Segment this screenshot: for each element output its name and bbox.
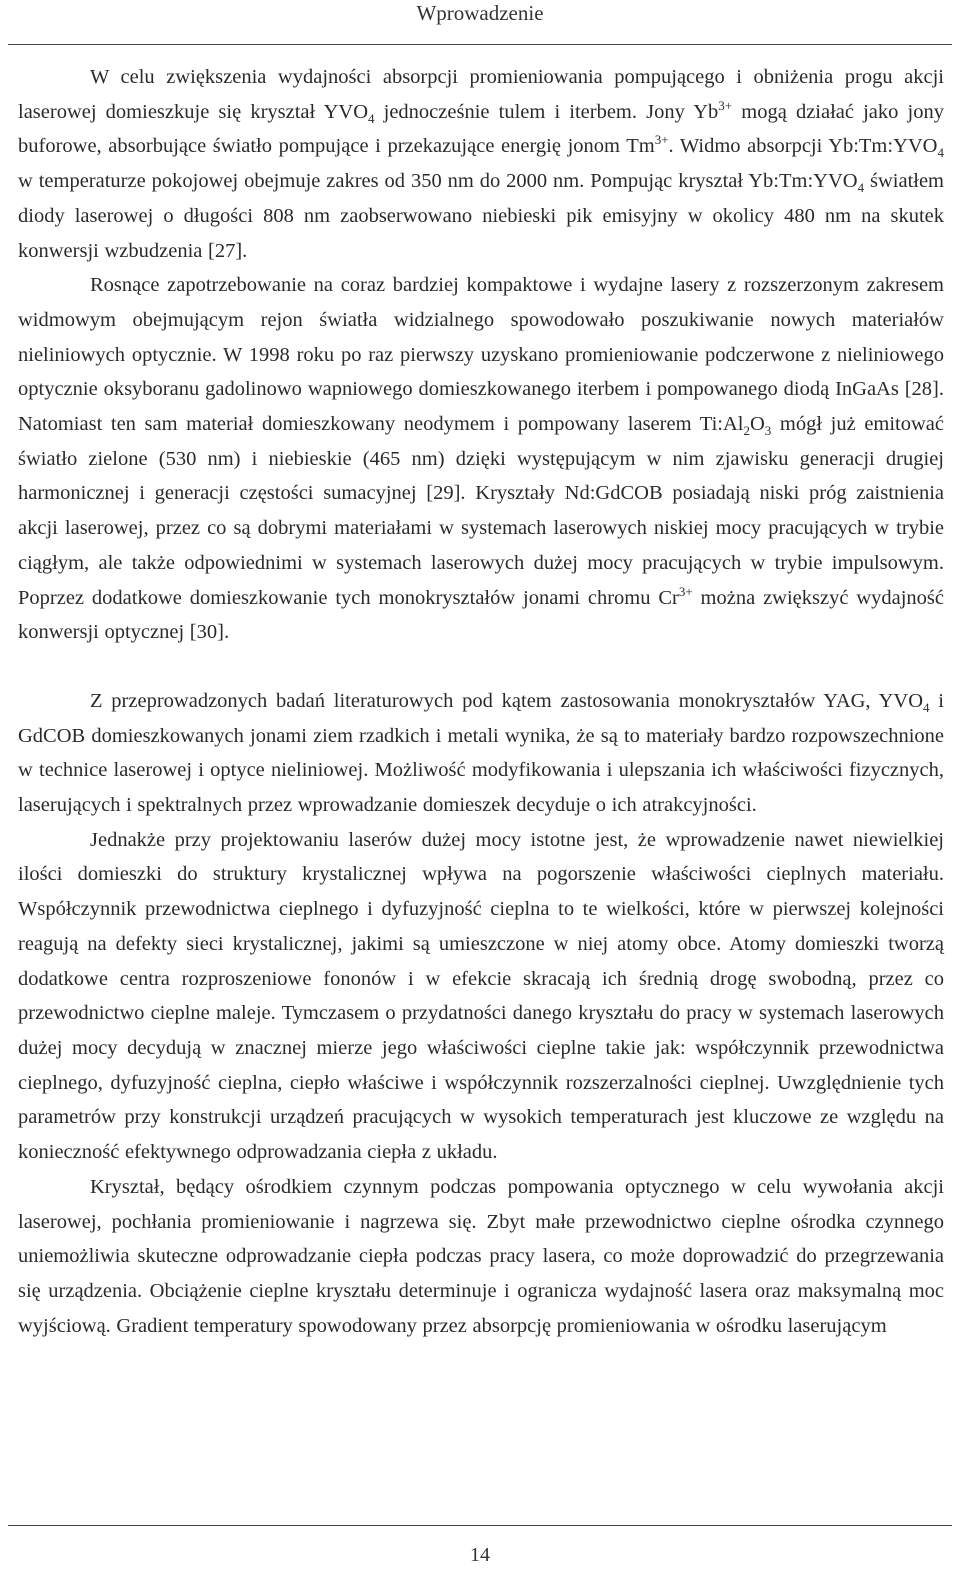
paragraph-2: Rosnące zapotrzebowanie na coraz bardziej kompaktowe i wydajne lasery z rozszerzonym zakresem widmowym obejmującym rejon światła widzialnego spowodowało poszukiwanie nowych materiałów nieliniowych optycznie. W 1998 roku po raz pierwszy uzyskano promieniowanie podczerwone z nieliniowego optycznie oksyboranu gadolinowo wapniowego domieszkowanego iterbem i pompowanego diodą InGaAs [28]. Natomiast ten sam materiał domieszkowany neodymem i pompowany laserem $Ti:Al_2O_3$ mógł już emitować światło zielone (530 nm) i niebieskie (465 nm) dzięki występującym w nim zjawisku generacji drugiej harmonicznej i generacji częstości sumacyjnej [29]. Kryształy Nd:GdCOB posiadają niski próg zaistnienia akcji laserowej, przez co są dobrymi materiałami w systemach laserowych niskiej mocy pracujących w trybie ciągłym, ale także odpowiednimi w systemach laserowych dużej mocy pracujących w trybie impulsowym. Poprzez dodatkowe domieszkowanie tych monokryształów jonami chromu $Cr^{3+}$ można zwiększyć wydajność konwersji optycznej [30]. (18, 274, 945, 644)
paragraph-3: Z przeprowadzonych badań literaturowych pod kątem zastosowania monokryształów YAG, $YVO_4$ i GdCOB domieszkowanych jonami ziem rzadkich i metali wynika, że są to materiały bardzo rozpowszechnione w technice laserowej i optyce nieliniowej. Możliwość modyfikowania i ulepszania ich właściwości fizycznych, laserujących i spektralnych przez wprowadzanie domieszek decyduje o ich atrakcyjności. (18, 689, 944, 817)
footer-divider (8, 1525, 952, 1526)
page-header (0, 0, 960, 48)
header-divider (8, 44, 952, 45)
running-header-title: Wprowadzenie (416, 1, 544, 25)
paragraph-5: Kryształ, będący ośrodkiem czynnym podczas pompowania optycznego w celu wywołania akcji laserowej, pochłania promieniowanie i nagrzewa się. Zbyt małe przewodnictwo cieplne ośrodka czynnego uniemożliwia skuteczne odprowadzanie ciepła podczas pracy lasera, co może doprowadzić do przegrzewania się urządzenia. Obciążenie cieplne kryształu determinuje i ogranicza wydajność lasera oraz maksymalną moc wyjściową. Gradient temperatury spowodowany przez absorpcję promieniowania w ośrodku laserującym (18, 1175, 944, 1337)
paragraph-4: Jednakże przy projektowaniu laserów dużej mocy istotne jest, że wprowadzenie nawet niewielkiej ilości domieszki do struktury krystalicznej wpływa na pogorszenie właściwości cieplnych materiału. Współczynnik przewodnictwa cieplnego i dyfuzyjność cieplna to te wielkości, które w pierwszej kolejności reagują na defekty sieci krystalicznej, jakimi są umieszczone w niej atomy obce. Atomy domieszki tworzą dodatkowe centra rozproszeniowe fononów i w efekcie skracają ich średnią drogę swobodną, przez co przewodnictwo cieplne maleje. Tymczasem o przydatności danego kryształu do pracy w systemach laserowych dużej mocy decydują w znacznej mierze jego właściwości cieplne takie jak: współczynnik przewodnictwa cieplnego, dyfuzyjność cieplna, ciepło właściwe i współczynnik rozszerzalności cieplnej. Uwzględnienie tych parametrów przy konstrukcji urządzeń pracujących w wysokich temperaturach jest kluczowe ze względu na konieczność efektywnego odprowadzania ciepła z układu. (18, 828, 944, 1164)
paragraph-1: W celu zwiększenia wydajności absorpcji promieniowania pompującego i obniżenia progu akcji laserowej domieszkuje się kryształ $YVO_4$ jednocześnie tulem i iterbem. Jony $Yb^{3+}$ mogą działać jako jony buforowe, absorbujące światło pompujące i przekazujące energię jonom $Tm^{3+}$. Widmo absorpcji $Yb:Tm:YVO_4$ w temperaturze pokojowej obejmuje zakres od 350 nm do 2000 nm. Pompując kryształ $Yb:Tm:YVO_4$ światłem diody laserowej o długości 808 nm zaobserwowano niebieski pik emisyjny w okolicy 480 nm na skutek konwersji wzbudzenia [27]. (18, 66, 945, 262)
page-number: 14 (470, 1544, 490, 1566)
body-text (18, 60, 944, 1343)
